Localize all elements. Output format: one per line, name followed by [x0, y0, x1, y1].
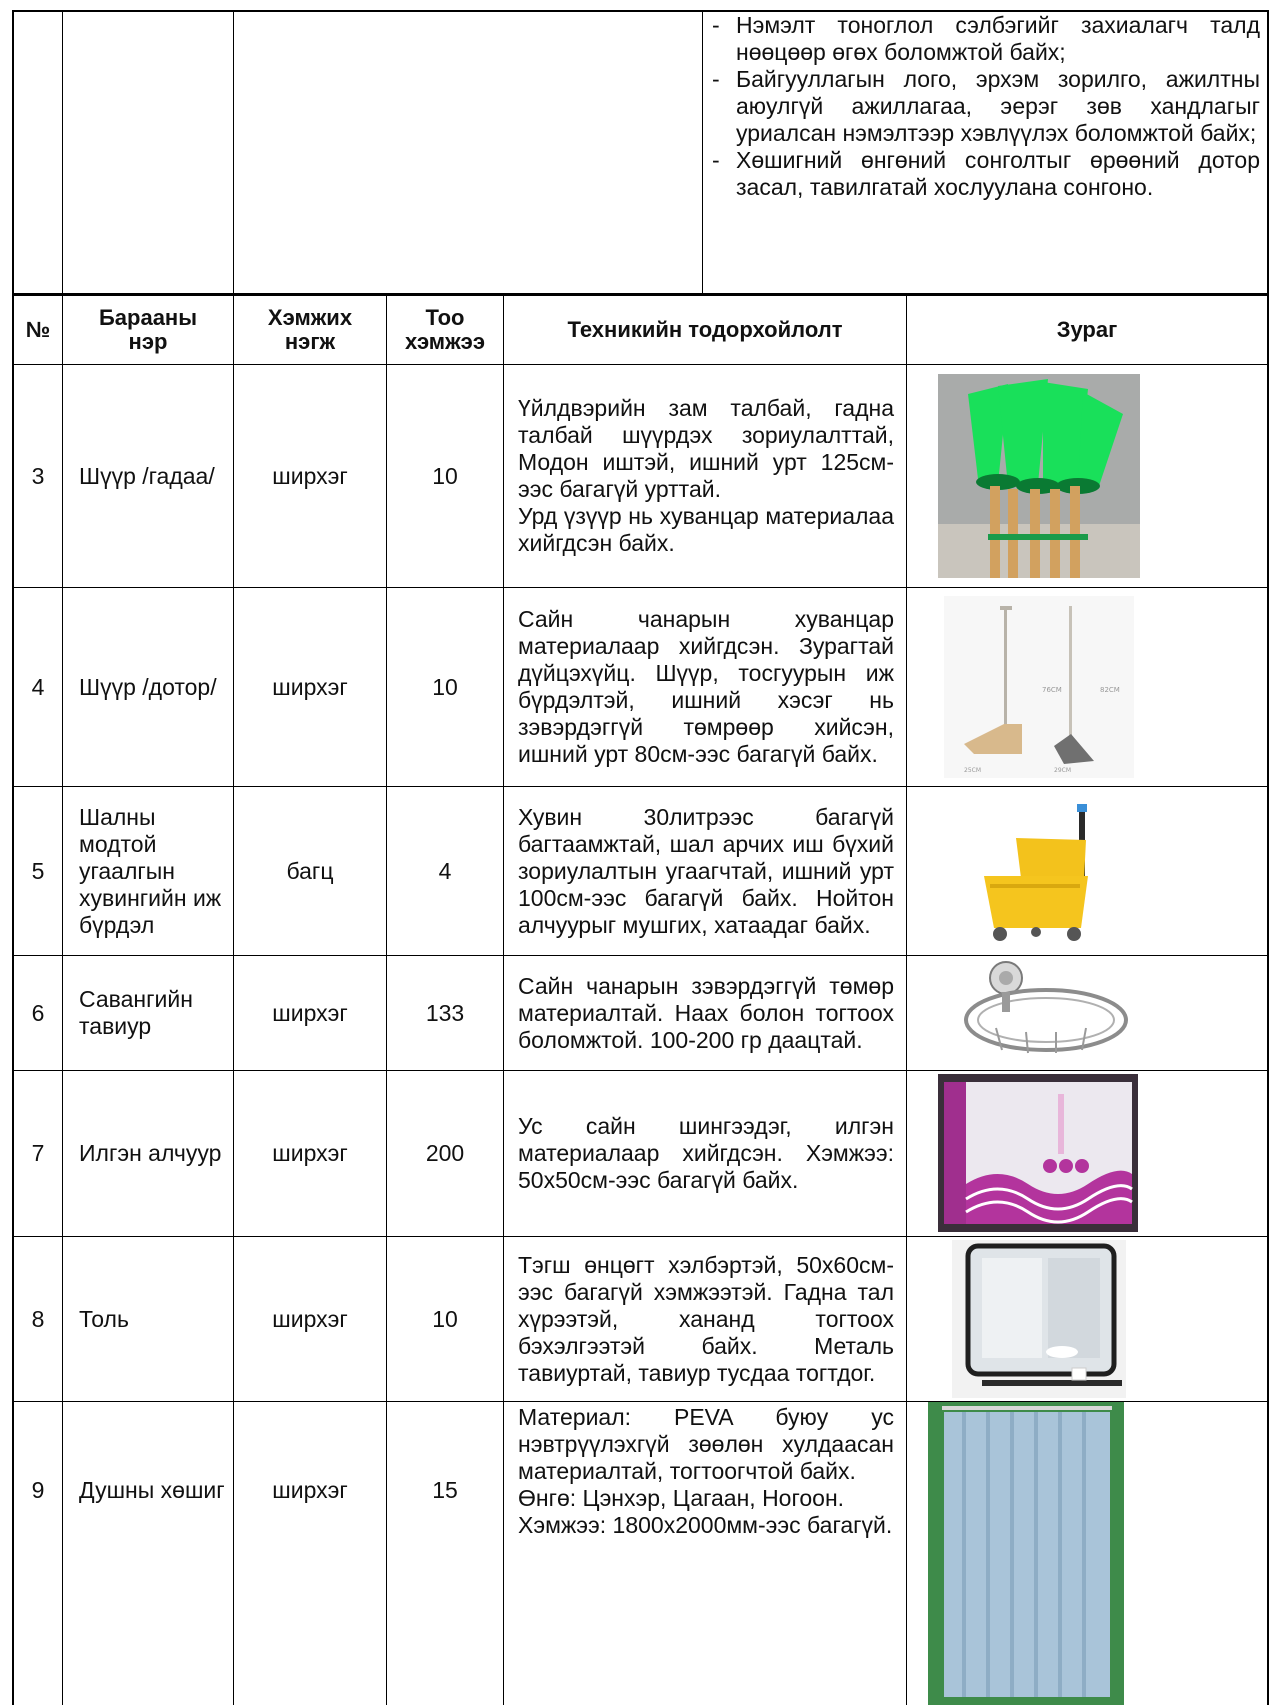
row-no: 6: [31, 999, 45, 1026]
row-unit: багц: [286, 857, 334, 884]
row-unit: ширхэг: [272, 462, 348, 489]
spec-paragraph: Сайн чанарын хуванцар материалаар хийгдсэн. Зурагтай дүйцэхүйц. Шүүр, тосгуурын иж бүрдэлтэй, ишний хэсэг нь зэвэрдэггүй төмрөөр хийсэн, ишний урт 80см-ээс багагүй байх.: [518, 606, 894, 767]
row-name: Шалны модтой угаалгын хувингийн иж бүрдэл: [79, 803, 222, 938]
spec-paragraph: Хэмжээ: 1800х2000мм-ээс багагүй.: [518, 1512, 893, 1538]
spec-bullet-text: Байгууллагын лого, эрхэм зорилго, ажилтны аюулгүй ажиллагаа, эерэг зөв хандлагыг уриалсан нэмэлтээр хэвлүүлэх боломжтой байх;: [736, 66, 1260, 146]
row-unit: ширхэг: [272, 999, 348, 1026]
outdoor-broom-icon: [938, 374, 1140, 578]
broom-width-label: 29CM: [1054, 767, 1072, 774]
row-unit: ширхэг: [272, 1305, 348, 1332]
row-no: 8: [31, 1305, 45, 1332]
spec-paragraph: Тэгш өнцөгт хэлбэртэй, 50х60см-ээс багагүй хэмжээтэй. Гадна тал хүрээтэй, хананд тогтоох бэхэлгээтэй байх. Металь тавиуртай, тавиур тусдаа тогтдог.: [518, 1251, 894, 1386]
row-no: 4: [31, 673, 45, 700]
indoor-broom-icon: [944, 596, 1134, 778]
row-spec: [504, 365, 906, 587]
row-qty: 133: [425, 999, 465, 1026]
row-spec: [504, 787, 906, 955]
dustpan-height-label: 76CM: [1042, 686, 1062, 694]
spec-paragraph: Өнгө: Цэнхэр, Цагаан, Ногоон.: [518, 1485, 845, 1511]
row-spec: [504, 956, 906, 1070]
row-no: 5: [31, 857, 45, 884]
soap-holder-icon: [946, 958, 1136, 1066]
row-name: Илгэн алчуур: [79, 1140, 222, 1166]
spec-bullet: - Хөшигний өнгөний сонголтыг өрөөний дотор засал, тавилгатай хослуулана сонгоно.: [712, 147, 1260, 200]
row-unit: ширхэг: [272, 673, 348, 700]
spec-paragraph: Урд үзүүр нь хуванцар материалаа хийгдсэн байх.: [518, 503, 894, 556]
header-image: Зураг: [1056, 317, 1118, 342]
dustpan-width-label: 25CM: [964, 767, 982, 774]
row-name: Душны хөшиг: [79, 1476, 225, 1503]
header-qty: Тоо хэмжээ: [405, 305, 485, 354]
header-unit: Хэмжих нэгж: [267, 305, 353, 354]
chamois-towel-icon: [938, 1074, 1138, 1232]
continued-spec-cell: [712, 12, 1260, 294]
spec-bullet-text: Хөшигний өнгөний сонголтыг өрөөний дотор засал, тавилгатай хослуулана сонгоно.: [736, 147, 1260, 200]
row-qty: 10: [432, 462, 458, 489]
row-unit: ширхэг: [272, 1476, 348, 1503]
broom-height-label: 82CM: [1100, 686, 1120, 694]
header-no: №: [25, 317, 51, 342]
row-spec: [504, 588, 906, 786]
row-qty: 200: [425, 1140, 465, 1166]
header-spec: Техникийн тодорхойлолт: [567, 317, 843, 342]
spec-paragraph: Сайн чанарын зэвэрдэггүй төмөр материалтай. Наах болон тогтоох боломжтой. 100-200 гр даацтай.: [518, 972, 894, 1053]
row-qty: 4: [438, 857, 452, 884]
row-qty: 10: [432, 673, 458, 700]
row-qty: 15: [432, 1476, 458, 1503]
row-spec: [504, 1402, 906, 1602]
row-name: Шүүр /гадаа/: [79, 462, 215, 489]
row-no: 9: [31, 1476, 45, 1503]
mirror-icon: [952, 1240, 1126, 1398]
row-spec: [504, 1071, 906, 1236]
spec-bullet-text: Нэмэлт тоноглол сэлбэгийг захиалагч талд нөөцөөр өгөх боломжтой байх;: [736, 12, 1260, 65]
shower-curtain-icon: [928, 1402, 1124, 1705]
header-name: Барааны нэр: [98, 305, 198, 354]
spec-paragraph: Материал: PEVA буюу ус нэвтрүүлэхгүй зөөлөн хулдаасан материалтай, тогтоогчтой байх.: [518, 1404, 894, 1484]
row-name: Савангийн тавиур: [79, 986, 193, 1039]
row-no: 7: [31, 1140, 45, 1166]
row-name: Толь: [79, 1305, 129, 1332]
spec-bullet: - Нэмэлт тоноглол сэлбэгийг захиалагч талд нөөцөөр өгөх боломжтой байх;: [712, 12, 1260, 65]
row-no: 3: [31, 462, 45, 489]
row-spec: [504, 1237, 906, 1401]
mop-bucket-icon: [976, 800, 1098, 946]
row-qty: 10: [432, 1305, 458, 1332]
spec-paragraph: Хувин 30литрээс багагүй багтаамжтай, шал арчих иш бүхий зориулалтын угаагчтай, ишний урт 100см-ээс багагүй байх. Нойтон алчуурыг мушгих, хатаадаг байх.: [518, 803, 894, 938]
spec-paragraph: Үйлдвэрийн зам талбай, гадна талбай шүүрдэх зориулалттай, Модон иштэй, ишний урт 125см-ээс багагүй урттай.: [518, 395, 894, 502]
row-unit: ширхэг: [272, 1140, 348, 1166]
spec-bullet: - Байгууллагын лого, эрхэм зорилго, ажилтны аюулгүй ажиллагаа, эерэг зөв хандлагыг уриалсан нэмэлтээр хэвлүүлэх боломжтой байх;: [712, 66, 1260, 146]
row-name: Шүүр /дотор/: [79, 673, 217, 700]
spec-paragraph: Ус сайн шингээдэг, илгэн материалаар хийгдсэн. Хэмжээ: 50х50см-ээс багагүй байх.: [518, 1113, 894, 1193]
